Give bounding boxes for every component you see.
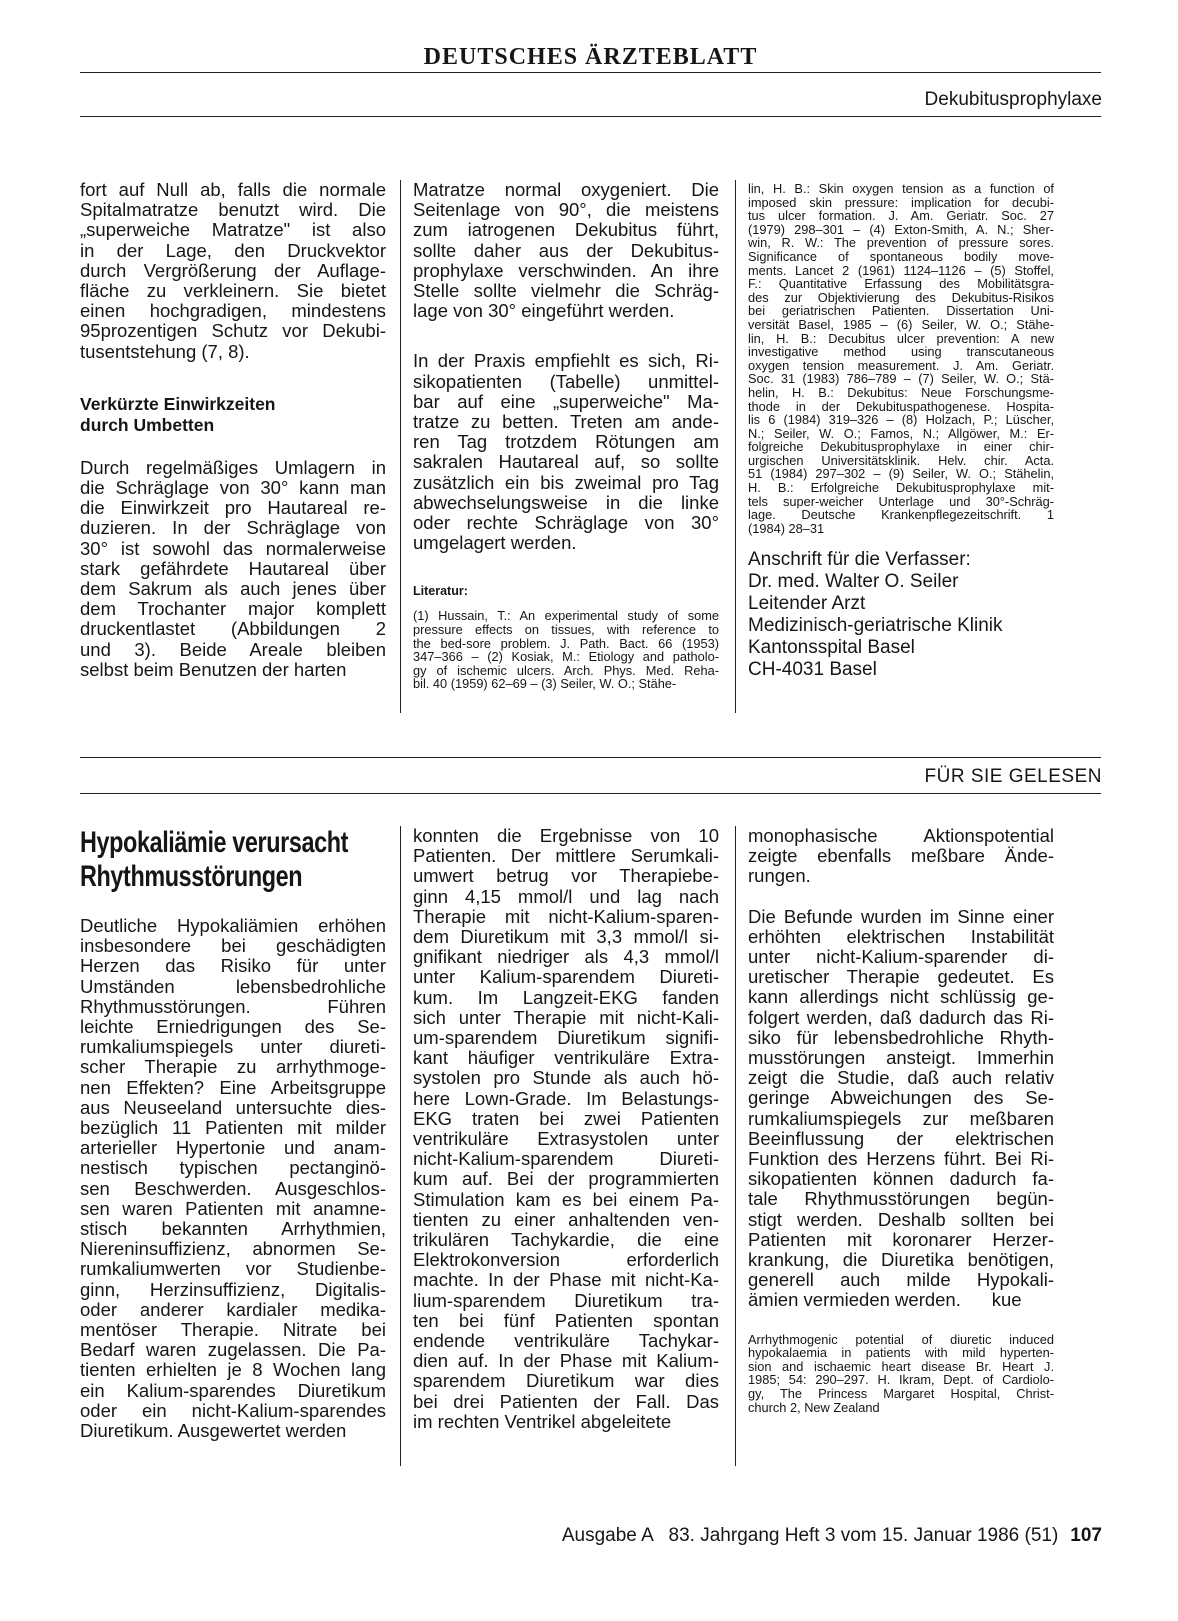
text-line: oder anderer kardialer medika-	[80, 1298, 386, 1320]
text-line: stigt werden. Deshalb sollten bei	[748, 1208, 1054, 1230]
article2-col3	[748, 826, 1054, 1414]
text-line: machte. In der Phase mit nicht-Ka-	[413, 1269, 719, 1291]
text-line: lium-sparendem Diuretikum tra-	[413, 1289, 719, 1311]
text-line: um-sparendem Diuretikum signifi-	[413, 1027, 719, 1049]
text-line: kum. Im Langzeit-EKG fanden	[413, 986, 719, 1008]
article1-col1-paragraph1	[80, 180, 386, 362]
subheading	[80, 394, 386, 436]
issue-info: Ausgabe A 83. Jahrgang Heft 3 vom 15. Januar 1986 (51)	[561, 1525, 1059, 1546]
text-line: des zur Objektivierung des Dekubitus-Risikos	[748, 289, 1054, 305]
text-line: Rhythmusstörungen	[80, 860, 303, 893]
text-line: dem Sakrum als auch jenes über	[80, 578, 386, 600]
text-line: aus Neuseeland untersuchte dies-	[80, 1096, 386, 1118]
text-line: oder ein nicht-Kalium-sparendes	[80, 1399, 386, 1421]
text-line: sparendem Diuretikum war dies	[413, 1370, 719, 1392]
column-divider	[735, 826, 736, 1466]
reference-lines	[748, 1333, 1054, 1415]
article1-col2	[413, 180, 719, 691]
text-line: hypokalaemia in patients with mild hyperten-	[748, 1345, 1054, 1361]
article2-reference	[748, 1333, 1054, 1415]
text-line: ten bei fünf Patienten spontan	[413, 1309, 719, 1331]
text-line: folgreiche Dekubitusprophylaxe in einer chir-	[748, 439, 1054, 455]
text-line: trikulären Tachykardie, die eine	[413, 1229, 719, 1251]
text-line: Dr. med. Walter O. Seiler	[748, 571, 959, 593]
literatur-label: Literatur:	[413, 584, 468, 599]
text-line: duzieren. In der Schräglage von	[80, 517, 386, 539]
text-line: bei drei Patienten der Fall. Das	[413, 1390, 719, 1412]
text-line: Deutliche Hypokaliämien erhöhen	[80, 915, 386, 936]
text-line: investigative method using transcutaneous	[748, 344, 1054, 360]
text-line: Durch regelmäßiges Umlagern in	[80, 456, 386, 478]
text-line: im rechten Ventrikel abgeleitete	[413, 1410, 672, 1432]
text-line: druckentlastet (Abbildungen 2	[80, 618, 386, 640]
text-line: ginn 4,15 mmol/l und lag nach	[413, 885, 719, 907]
text-line: lis 6 (1984) 319–326 – (8) Holzach, P.; Lüscher,	[748, 412, 1054, 428]
text-line: Seitenlage von 90°, die meistens	[413, 199, 719, 221]
text-line: Rhythmusstörungen. Führen	[80, 995, 386, 1017]
text-line: scher Therapie zu arrhythmoge-	[80, 1056, 386, 1078]
text-line: nestisch typischen pectanginö-	[80, 1157, 386, 1179]
text-line: musstörungen ansteigt. Immerhin	[748, 1047, 1054, 1069]
text-line: helin, H. B.: Dekubitus: Neue Forschungsme-	[748, 384, 1054, 400]
text-line: EKG traten bei zwei Patienten	[413, 1107, 719, 1129]
text-line: prophylaxe verschwinden. An ihre	[413, 259, 719, 281]
text-line: 95prozentigen Schutz vor Dekubi-	[80, 320, 386, 342]
text-line: kum auf. Bei der programmierten	[413, 1168, 719, 1190]
text-line: krankung, die Diuretika benötigen,	[748, 1249, 1054, 1271]
text-line: tienten zu einer anhaltenden ven-	[413, 1208, 719, 1230]
article1-col1	[80, 180, 386, 700]
text-line: dem Trochanter major komplett	[80, 598, 386, 620]
text-line: die Einwirkzeit pro Hautareal re-	[80, 497, 386, 519]
text-line: Medizinisch-geriatrische Klinik	[748, 615, 1003, 637]
text-line: lin, H. B.: Decubitus ulcer prevention: A new	[748, 330, 1054, 346]
text-line: endende ventrikuläre Tachykar-	[413, 1330, 719, 1352]
text-line: kant häufiger ventrikuläre Extra-	[413, 1047, 719, 1069]
text-line: the bed-sore problem. J. Path. Bact. 66 (1953)	[413, 635, 719, 651]
text-line: unter nicht-Kalium-sparender di-	[748, 946, 1054, 968]
text-line: sich unter Therapie mit nicht-Kali-	[413, 1006, 719, 1028]
author-address	[748, 549, 1054, 681]
text-line: In der Praxis empfiehlt es sich, Ri-	[413, 350, 719, 372]
text-line: (1) Hussain, T.: An experimental study of some	[413, 608, 719, 624]
literatur-list-col3	[748, 182, 1054, 535]
text-line: CH-4031 Basel	[748, 659, 877, 681]
header-rule	[80, 116, 1101, 117]
column-divider	[735, 180, 736, 713]
text-line: Elektrokonversion erforderlich	[413, 1249, 719, 1271]
text-line: Hypokaliämie verursacht	[80, 826, 349, 859]
article1-col2-paragraph1	[413, 180, 719, 321]
text-line: fläche zu verkleinern. Sie bietet	[80, 280, 386, 302]
text-line: H. B.: Erfolgreiche Dekubitusprophylaxe mit-	[748, 480, 1054, 496]
text-line: in der Lage, den Druckvektor	[80, 239, 386, 261]
text-line: generell auch milde Hypokali-	[748, 1269, 1054, 1291]
text-line: lage von 30° eingeführt werden.	[413, 300, 675, 322]
text-line: ventrikuläre Extrasystolen unter	[413, 1128, 719, 1150]
text-line: umwert betrug vor Therapiebe-	[413, 865, 719, 887]
text-line: tels super-weicher Unterlage und 30°-Schräg-	[748, 493, 1054, 509]
text-line: lage. Deutsche Krankenpflegezeitschrift. 1	[748, 507, 1054, 523]
text-line: erhöhten elektrischen Instabilität	[748, 925, 1054, 947]
page-number: 107	[1070, 1525, 1102, 1546]
text-line: Patienten. Der mittlere Serumkali-	[413, 845, 719, 867]
text-line: thode in der Dekubituspathogenese. Hospita-	[748, 398, 1054, 414]
text-line: siko für lebensbedrohliche Rhyth-	[748, 1026, 1054, 1048]
article2-col1-text	[80, 916, 386, 1441]
text-line: tusentstehung (7, 8).	[80, 340, 250, 362]
text-line: Umständen lebensbedrohliche	[80, 975, 386, 997]
text-line: lin, H. B.: Skin oxygen tension as a function of	[748, 181, 1054, 196]
text-line: kann allerdings nicht schlüssig ge-	[748, 986, 1054, 1008]
text-line: stisch bekannten Arrhythmien,	[80, 1218, 386, 1240]
text-line: sion and ischaemic heart disease Br. Heart J.	[748, 1358, 1054, 1374]
text-line: sen waren Patienten mit anamne-	[80, 1197, 386, 1219]
text-line: oxygen tension measurement. J. Am. Geriatr.	[748, 357, 1054, 373]
literatur-lines	[413, 609, 719, 691]
text-line: fort auf Null ab, falls die normale	[80, 179, 386, 200]
text-line: selbst beim Benutzen der harten	[80, 658, 347, 680]
article2-col2-text	[413, 826, 719, 1432]
text-line: versität Basel, 1985 – (6) Seiler, W. O.; Stähe-	[748, 316, 1054, 332]
text-line: N.; Seiler, W. O.; Famos, N.; Allgöwer, M.: Er-	[748, 425, 1054, 441]
text-line: ein Kalium-sparendes Diuretikum	[80, 1379, 386, 1401]
text-line: Patienten mit koronarer Herzer-	[748, 1228, 1054, 1250]
text-line: Leitender Arzt	[748, 593, 866, 615]
literatur-list-col2	[413, 609, 719, 691]
article1-col2-paragraph2	[413, 351, 719, 553]
masthead-rule	[80, 72, 1101, 73]
text-line: dem Diuretikum mit 3,3 mmol/l si-	[413, 926, 719, 948]
text-line: und 3). Beide Areale bleiben	[80, 638, 386, 660]
text-line: nen Effekten? Eine Arbeitsgruppe	[80, 1076, 386, 1098]
text-line: tus ulcer formation. J. Am. Geriatr. Soc. 27	[748, 208, 1054, 224]
text-line: Funktion des Herzens führt. Bei Ri-	[748, 1148, 1054, 1170]
text-line: Stimulation kam es bei einem Pa-	[413, 1188, 719, 1210]
text-line: zum iatrogenen Dekubitus führt,	[413, 219, 719, 241]
text-line: dien auf. In der Phase mit Kalium-	[413, 1350, 719, 1372]
text-line: 51 (1984) 297–302 – (9) Seiler, W. O.; Stähelin,	[748, 466, 1054, 482]
text-line: geringe Abweichungen des Se-	[748, 1087, 1054, 1109]
text-line: pressure effects on tissues, with reference to	[413, 622, 719, 638]
text-line: mentöser Therapie. Nitrate bei	[80, 1319, 386, 1341]
text-line: urgischen Universitätsklinik. Helv. chir. Acta.	[748, 452, 1054, 468]
section-rule	[80, 757, 1101, 758]
text-line: einen hochgradigen, mindestens	[80, 300, 386, 322]
text-line: „superweiche Matratze" ist also	[80, 219, 386, 241]
text-line: sakralen Hautareal auf, so sollte	[413, 451, 719, 473]
text-line: 1985; 54: 290–297. H. Ikram, Dept. of Cardiolo-	[748, 1372, 1054, 1388]
text-line: Die Befunde wurden im Sinne einer	[748, 905, 1054, 927]
text-line: arterieller Hypertonie und anam-	[80, 1137, 386, 1159]
text-line: tienten erhielten je 8 Wochen lang	[80, 1359, 386, 1381]
text-line: gy, The Princess Margaret Hospital, Christ-	[748, 1386, 1054, 1402]
text-line: here Lown-Grade. Im Belastungs-	[413, 1087, 719, 1109]
text-line: Niereninsuffizienz, abnormen Se-	[80, 1238, 386, 1260]
text-line: rumkaliumspiegels unter diureti-	[80, 1036, 386, 1058]
text-line: Therapie mit nicht-Kalium-sparen-	[413, 905, 719, 927]
text-line: bei geriatrischen Patienten. Dissertation Uni-	[748, 303, 1054, 319]
text-line: Arrhythmogenic potential of diuretic induced	[748, 1331, 1054, 1347]
text-line: Stelle sollte vielmehr die Schräg-	[413, 280, 719, 302]
text-line: unter Kalium-sparendem Diureti-	[413, 966, 719, 988]
text-line: rumkaliumspiegels zur meßbaren	[748, 1107, 1054, 1129]
article2-col1	[80, 826, 386, 1461]
article1-col1-paragraph2	[80, 458, 386, 680]
text-line: Spitalmatratze benutzt wird. Die	[80, 199, 386, 221]
text-line: bezüglich 11 Patienten mit milder	[80, 1117, 386, 1139]
text-line: Kantonsspital Basel	[748, 637, 915, 659]
text-line: sikopatienten können dadurch fa-	[748, 1168, 1054, 1190]
text-line: Beeinflussung der elektrischen	[748, 1127, 1054, 1149]
text-line: sollte daher aus der Dekubitus-	[413, 239, 719, 261]
text-line: die Schräglage von 30° kann man	[80, 477, 386, 499]
text-line: Bedarf waren zugelassen. Die Pa-	[80, 1339, 386, 1361]
section-rule-lower	[80, 793, 1101, 794]
article1-col3	[748, 182, 1054, 681]
article-headline	[80, 826, 349, 894]
page-footer	[562, 1524, 1102, 1548]
text-line: Diuretikum. Ausgewertet werden	[80, 1420, 347, 1442]
article2-col2	[413, 826, 719, 1452]
text-line: (1984) 28–31	[748, 520, 825, 536]
text-line: tale Rhythmusstörungen begün-	[748, 1188, 1054, 1210]
section-title: Dekubitusprophylaxe	[924, 89, 1102, 110]
article2-col3-paragraph1	[748, 826, 1054, 887]
text-line: Verkürzte Einwirkzeiten	[80, 393, 276, 414]
text-line: oder rechte Schräglage von 30°	[413, 512, 719, 534]
text-line: Significance of spontaneous bodily move-	[748, 248, 1054, 264]
text-line: leichte Erniedrigungen des Se-	[80, 1016, 386, 1038]
text-line: ren Tag trotzdem Rötungen am	[413, 431, 719, 453]
text-line: rumkaliumwerten vor Studienbe-	[80, 1258, 386, 1280]
text-line: Matratze normal oxygeniert. Die	[413, 179, 719, 200]
masthead: DEUTSCHES ÄRZTEBLATT	[423, 44, 758, 70]
text-line: bil. 40 (1959) 62–69 – (3) Seiler, W. O.; Stähe-	[413, 676, 677, 692]
column-divider	[400, 826, 401, 1466]
text-line: zusätzlich ein bis zweimal pro Tag	[413, 471, 719, 493]
text-line: durch Umbetten	[80, 414, 215, 435]
text-line: abwechselungsweise in die linke	[413, 491, 719, 513]
text-line: sikopatienten (Tabelle) unmittel-	[413, 370, 719, 392]
text-line: folgert werden, daß dadurch das Ri-	[748, 1006, 1054, 1028]
text-line: Soc. 31 (1983) 786–789 – (7) Seiler, W. O.; Stä-	[748, 371, 1054, 387]
text-line: 347–366 – (2) Kosiak, M.: Etiology and patholo-	[413, 649, 719, 665]
text-line: imposed skin pressure: implication for decubi-	[748, 194, 1054, 210]
text-line: bar auf eine „superweiche" Ma-	[413, 390, 719, 412]
text-line: Herzen das Risiko für unter	[80, 955, 386, 977]
text-line: gy of ischemic ulcers. Arch. Phys. Med. Reha-	[413, 662, 719, 678]
text-line: gnifikant niedriger als 4,3 mmol/l	[413, 946, 719, 968]
text-line: ments. Lancet 2 (1961) 1124–1126 – (5) Stoffel,	[748, 262, 1054, 278]
text-line: umgelagert werden.	[413, 532, 577, 554]
text-line: zeigte ebenfalls meßbare Ände-	[748, 845, 1054, 867]
article2-col3-paragraph2	[748, 907, 1054, 1311]
text-line: insbesondere bei geschädigten	[80, 935, 386, 957]
text-line: church 2, New Zealand	[748, 1399, 880, 1415]
text-line: (1979) 298–301 – (4) Exton-Smith, A. N.; Sher-	[748, 221, 1054, 237]
text-line: 30° ist sowohl das normalerweise	[80, 537, 386, 559]
text-line: stark gefährdete Hautareal über	[80, 557, 386, 579]
section-label: FÜR SIE GELESEN	[924, 766, 1102, 787]
text-line: systolen pro Stunde als auch hö-	[413, 1067, 719, 1089]
text-line: tratze zu betten. Treten am ande-	[413, 411, 719, 433]
text-line: ämien vermieden werden. kue	[748, 1289, 1022, 1311]
text-line: Anschrift für die Verfasser:	[748, 549, 971, 571]
text-line: uretischer Therapie gedeutet. Es	[748, 966, 1054, 988]
text-line: win, R. W.: The prevention of pressure sores.	[748, 235, 1054, 251]
text-line: F.: Quantitative Erfassung des Mobilitätsgra-	[748, 276, 1054, 292]
text-line: nicht-Kalium-sparendem Diureti-	[413, 1148, 719, 1170]
text-line: ginn, Herzinsuffizienz, Digitalis-	[80, 1278, 386, 1300]
column-divider	[400, 180, 401, 713]
text-line: durch Vergrößerung der Auflage-	[80, 259, 386, 281]
text-line: konnten die Ergebnisse von 10	[413, 825, 719, 846]
text-line: zeigt die Studie, daß auch relativ	[748, 1067, 1054, 1089]
text-line: monophasische Aktionspotential	[748, 825, 1054, 846]
text-line: rungen.	[748, 865, 811, 887]
text-line: sen Beschwerden. Ausgeschlos-	[80, 1177, 386, 1199]
literatur-lines	[748, 182, 1054, 535]
